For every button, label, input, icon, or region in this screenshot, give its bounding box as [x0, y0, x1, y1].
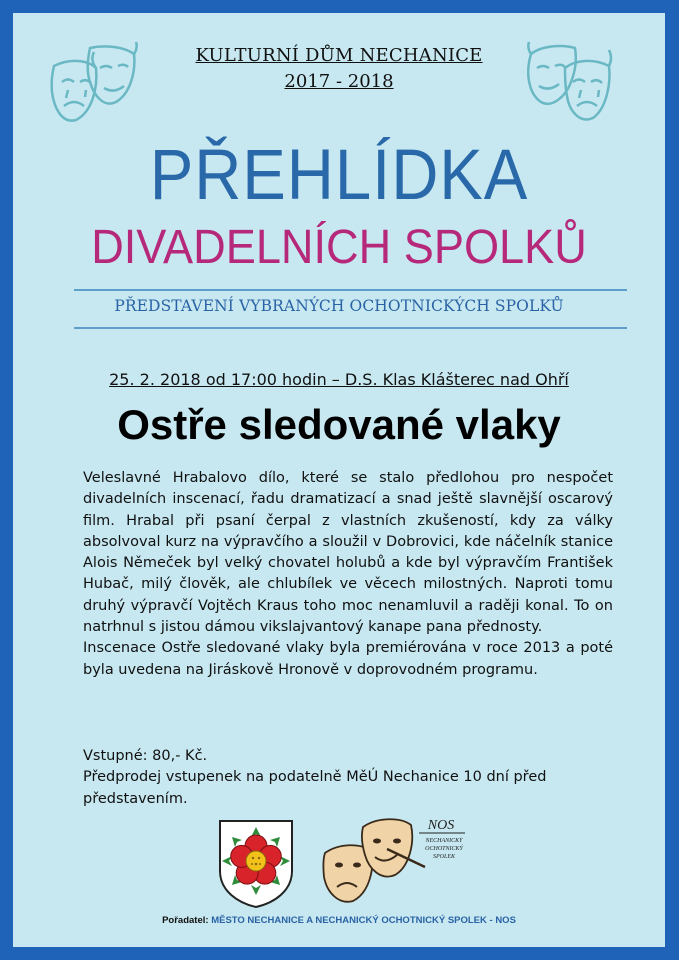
play-title: Ostře sledované vlaky: [117, 401, 561, 448]
ticket-price: Vstupné: 80,- Kč.: [83, 748, 208, 764]
play-description: [83, 468, 613, 681]
organizer-value: MĚSTO NECHANICE A NECHANICKÝ OCHOTNICKÝ SPOLEK - NOS: [211, 915, 516, 926]
divider-bottom: [74, 327, 627, 329]
ticket-presale: Předprodej vstupenek na podatelně MěÚ Nechanice 10 dní před představením.: [83, 769, 547, 807]
organization-name: KULTURNÍ DŮM NECHANICE: [195, 45, 483, 66]
poster: [13, 13, 665, 947]
coat-of-arms-icon: [216, 817, 296, 909]
event-date-venue: 25. 2. 2018 od 17:00 hodin – D.S. Klas Klášterec nad Ohří: [109, 370, 569, 389]
organizer-label: Pořadatel:: [162, 915, 209, 926]
nos-logo-icon: [319, 809, 469, 909]
season: 2017 - 2018: [284, 71, 394, 92]
nos-label: NOS: [427, 818, 455, 833]
program-subtitle: PŘEDSTAVENÍ VYBRANÝCH OCHOTNICKÝCH SPOLKŮ: [114, 297, 564, 315]
organizer-footer: [13, 915, 665, 926]
description-paragraph: Inscenace Ostře sledované vlaky byla premiérována v roce 2013 a poté byla uvedena na Jiráskově Hronově v doprovodném programu.: [83, 640, 613, 678]
main-title: PŘEHLÍDKA: [149, 136, 529, 215]
nos-subtitle: NECHANICKÝ OCHOTNICKÝ SPOLEK: [425, 838, 463, 860]
description-paragraph: Veleslavné Hrabalovo dílo, které se stalo předlohou pro nespočet divadelních inscenací, řadu dramatizací a snad ještě slavnější oscarový film. Hrabal při psaní čerpal z vlastních zkušeností, kdy za války absolvoval kurz na výpravčího a sloužil v Dobrovici, kde náčelník stanice Alois Němeček byl velký chovatel holubů a kde byl výpravčím František Hubač, milý člověk, ale chlubílek ve věcech milostných. Naproti tomu druhý výpravčí Vojtěch Kraus toho moc nenamluvil a raději konal. To on natrhnul s jistou dámou vikslajvantový kanape pana přednosty.: [83, 470, 613, 636]
main-subtitle: DIVADELNÍCH SPOLKŮ: [91, 221, 587, 274]
ticket-info: [83, 746, 623, 810]
divider-top: [74, 289, 627, 291]
